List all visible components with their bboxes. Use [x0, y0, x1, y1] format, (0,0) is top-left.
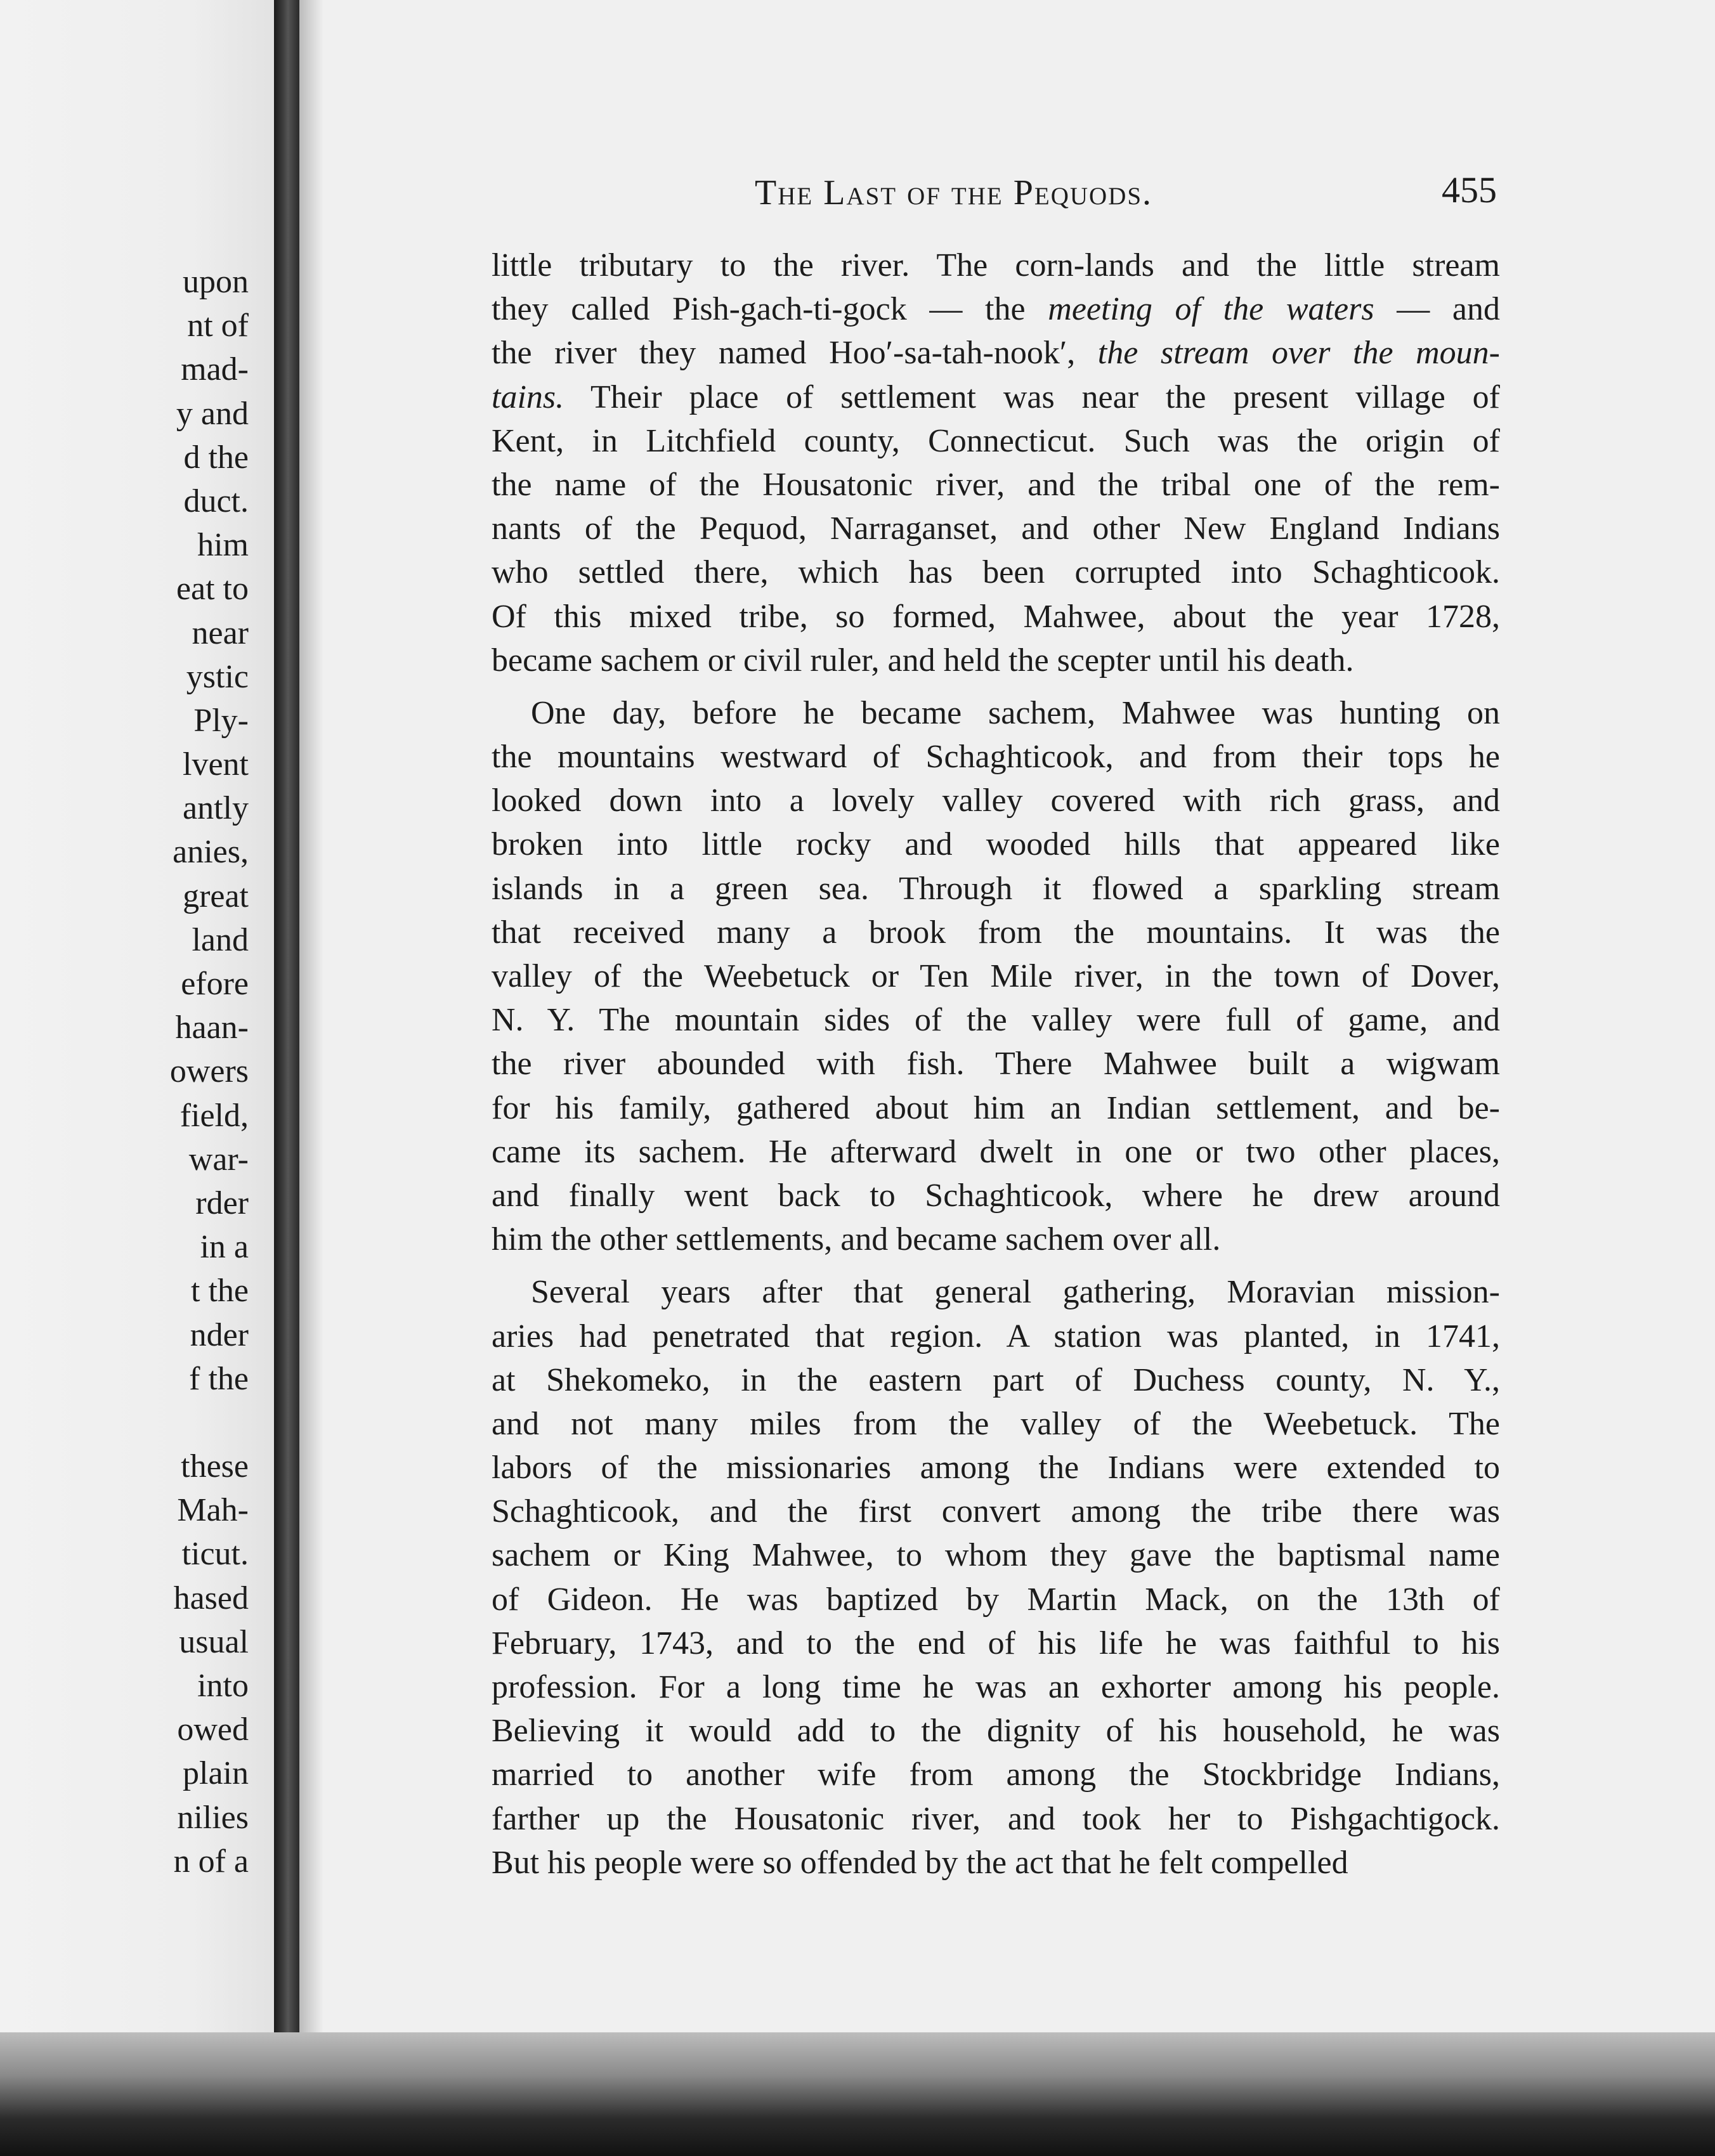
text-line — [492, 375, 1500, 419]
body-text — [492, 244, 1500, 1885]
left-page-line: nilies — [177, 1799, 249, 1836]
italic-phrase: tains. — [492, 379, 564, 415]
left-page-line: owed — [177, 1711, 249, 1748]
text-line: married to another wife from among the Stockbridge Indians, — [492, 1757, 1500, 1793]
left-page-line: field, — [179, 1097, 249, 1134]
left-page-line: into — [197, 1668, 249, 1704]
paragraph — [492, 244, 1500, 682]
left-page-line: f the — [189, 1360, 249, 1397]
text-line: One day, before he became sachem, Mahwee was hunting on — [531, 694, 1500, 731]
left-page-line: anies, — [173, 834, 249, 871]
left-page-line: antly — [183, 790, 249, 827]
text-line: looked down into a lovely valley covered with rich grass, and — [492, 783, 1500, 819]
text-line — [492, 331, 1500, 375]
left-page-line: Ply- — [193, 702, 249, 739]
text-line: February, 1743, and to the end of his life he was faithful to his — [492, 1625, 1500, 1661]
text-run: they called Pish-gach-ti-gock — the — [492, 291, 1048, 328]
text-run: Their place of settlement was near the present village of — [564, 379, 1500, 415]
text-line: the river abounded with fish. There Mahwee built a wigwam — [492, 1046, 1500, 1082]
left-page-line: d the — [183, 439, 249, 476]
running-head: The Last of the Pequods. — [755, 173, 1153, 212]
text-line: farther up the Housatonic river, and took her to Pishgachtigock. — [492, 1800, 1500, 1837]
left-page-line: usual — [179, 1623, 249, 1660]
left-page-line: n of a — [173, 1843, 249, 1880]
left-page-line: owers — [169, 1053, 249, 1090]
text-line: at Shekomeko, in the eastern part of Duchess county, N. Y., — [492, 1361, 1500, 1398]
text-run: — and — [1374, 291, 1500, 328]
left-page-line: t the — [191, 1273, 249, 1309]
left-page-line: lvent — [183, 746, 249, 783]
left-page-line: ticut. — [181, 1536, 249, 1573]
left-page-line: mad- — [181, 351, 249, 388]
scan-bottom-edge — [0, 2032, 1715, 2156]
text-line: came its sachem. He afterward dwelt in one or two other places, — [492, 1133, 1500, 1170]
left-page-line: great — [183, 878, 249, 914]
text-run: the river they named Hoo′-sa-tah-nook′, — [492, 335, 1098, 372]
page-number: 455 — [1442, 169, 1497, 211]
text-line: and not many miles from the valley of the Weebetuck. The — [492, 1405, 1500, 1442]
text-line: and finally went back to Schaghticook, where he drew around — [492, 1177, 1500, 1214]
paragraph — [492, 691, 1500, 1261]
left-page-line: war- — [188, 1141, 249, 1178]
left-page-line: hased — [173, 1580, 249, 1616]
text-line: labors of the missionaries among the Indians were extended to — [492, 1450, 1500, 1486]
left-page-text — [170, 260, 249, 1883]
text-line: who settled there, which has been corrupted into Schaghticook. — [492, 554, 1500, 591]
text-line: profession. For a long time he was an exhorter among his people. — [492, 1669, 1500, 1705]
left-page-line: ystic — [186, 658, 249, 695]
text-line: Believing it would add to the dignity of his household, he was — [492, 1713, 1500, 1750]
text-line: aries had penetrated that region. A station was planted, in 1741, — [492, 1318, 1500, 1354]
text-line: Schaghticook, and the first convert among the tribe there was — [492, 1493, 1500, 1530]
text-line: N. Y. The mountain sides of the valley were full of game, and — [492, 1002, 1500, 1039]
text-line: for his family, gathered about him an Indian settlement, and be- — [492, 1089, 1500, 1126]
left-page-line: rder — [195, 1185, 249, 1221]
text-line: of Gideon. He was baptized by Martin Mack, on the 13th of — [492, 1581, 1500, 1618]
left-page-line: in a — [200, 1229, 249, 1266]
text-line: But his people were so offended by the act that he felt compelled — [492, 1844, 1348, 1881]
left-page-line: haan- — [175, 1010, 249, 1046]
book-gutter — [274, 0, 299, 2156]
text-line: valley of the Weebetuck or Ten Mile river, in the town of Dover, — [492, 958, 1500, 994]
gutter-shadow — [299, 0, 323, 2067]
text-line: broken into little rocky and wooded hills that appeared like — [492, 826, 1500, 863]
text-line: Kent, in Litchfield county, Connecticut. Such was the origin of — [492, 422, 1500, 459]
text-line: Of this mixed tribe, so formed, Mahwee, about the year 1728, — [492, 598, 1500, 635]
text-line: Several years after that general gathering, Moravian mission- — [531, 1274, 1500, 1311]
left-page-line: plain — [183, 1755, 249, 1792]
left-page-line: land — [192, 921, 249, 958]
text-line: the name of the Housatonic river, and the tribal one of the rem- — [492, 466, 1500, 503]
paragraph — [492, 1270, 1500, 1885]
left-page-line: him — [197, 527, 249, 564]
left-page-line: Mah- — [177, 1492, 249, 1529]
left-page-line: y and — [176, 395, 249, 432]
text-line: sachem or King Mahwee, to whom they gave the baptismal name — [492, 1537, 1500, 1574]
text-line: him the other settlements, and became sachem over all. — [492, 1221, 1221, 1258]
left-page-line: near — [192, 614, 249, 651]
left-page-line: upon — [183, 264, 249, 300]
page-header — [755, 169, 1497, 217]
text-line: that received many a brook from the mountains. It was the — [492, 914, 1500, 951]
text-line: the mountains westward of Schaghticook, and from their tops he — [492, 739, 1500, 776]
text-line: became sachem or civil ruler, and held the scepter until his death. — [492, 642, 1354, 679]
left-page-line: eat to — [176, 571, 249, 607]
left-page-line: these — [181, 1448, 249, 1485]
left-page-line: efore — [181, 966, 249, 1002]
italic-phrase: the stream over the moun- — [1097, 335, 1500, 372]
text-line: nants of the Pequod, Narraganset, and other New England Indians — [492, 510, 1500, 547]
left-page-line — [170, 1401, 249, 1445]
text-line: little tributary to the river. The corn-lands and the little stream — [492, 247, 1500, 283]
left-page-line: nt of — [187, 308, 249, 344]
left-page — [0, 0, 274, 2067]
text-line — [492, 287, 1500, 331]
text-line: islands in a green sea. Through it flowed a sparkling stream — [492, 870, 1500, 907]
left-page-line: duct. — [183, 483, 249, 519]
left-page-line: nder — [190, 1316, 249, 1353]
italic-phrase: meeting of the waters — [1048, 291, 1374, 328]
